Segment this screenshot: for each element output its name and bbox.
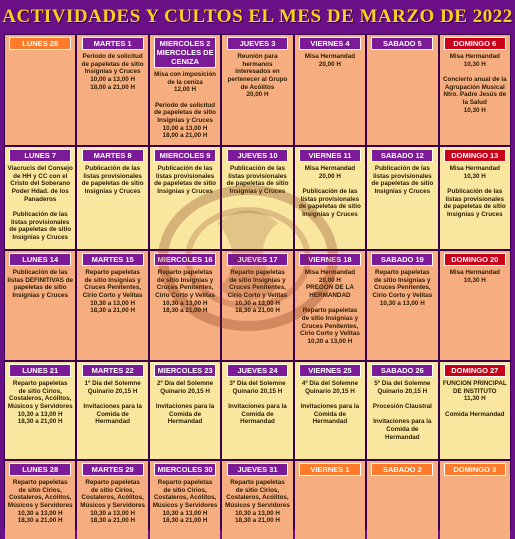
day-events: Reparto papeletas de sitio Cirios, Costaleros, Acólitos, Músicos y Servidores 10,30 a 13,00 H 18,30 a 21,00 H bbox=[152, 479, 218, 525]
day-header: JUEVES 31 bbox=[227, 463, 289, 476]
day-header: SABADO 5 bbox=[371, 37, 433, 50]
calendar-day-cell bbox=[367, 362, 437, 459]
calendar-day-cell bbox=[77, 251, 147, 360]
calendar-day-cell bbox=[367, 461, 437, 539]
calendar-day-cell bbox=[295, 461, 365, 539]
day-header: SABADO 26 bbox=[371, 364, 433, 377]
day-header: JUEVES 24 bbox=[227, 364, 289, 377]
calendar-day-cell bbox=[150, 461, 220, 539]
day-events: Publicación de las listas provisionales de papeletas de sitio Insignias y Cruces bbox=[371, 165, 434, 196]
calendar-day-cell bbox=[5, 251, 75, 360]
day-events: Reparto papeletas de sitio Insignias y Cruces Penitentes, Cirio Corto y Velitas 10,30 a 13,00 H bbox=[372, 269, 433, 307]
calendar-day-cell bbox=[295, 35, 365, 145]
day-header: VIERNES 18 bbox=[299, 253, 361, 266]
calendar-day-cell bbox=[150, 251, 220, 360]
day-events: 1º Día del Solemne Quinario 20,15 H Invitaciones para la Comida de Hermandad bbox=[83, 380, 142, 426]
day-header: DOMINGO 6 bbox=[444, 37, 506, 50]
calendar-day-cell bbox=[295, 362, 365, 459]
day-events: Reparto papeletas de sitio Cirios, Costaleros, Acólitos, Músicos y Servidores 10,30 a 13,00 H 18,30 a 21,00 H bbox=[7, 380, 73, 426]
day-events: Misa Hermandad 10,30 H bbox=[449, 269, 500, 284]
day-header: MIERCOLES 16 bbox=[154, 253, 216, 266]
day-events: Misa Hermandad 10,30 H Publicación de las listas provisionales de papeletas de sitio Insignias y Cruces bbox=[443, 165, 506, 219]
day-header: DOMINGO 13 bbox=[444, 149, 506, 162]
calendar-day-cell bbox=[150, 362, 220, 459]
day-header: MARTES 15 bbox=[82, 253, 144, 266]
calendar-day-cell bbox=[77, 147, 147, 249]
day-events: Publicación de las listas provisionales de papeletas de sitio Insignias y Cruces bbox=[154, 165, 217, 196]
day-events: Reparto papeletas de sitio Insignias y Cruces Penitentes, Cirio Corto y Velitas 10,30 a 13,00 H 18,30 a 21,00 H bbox=[82, 269, 143, 315]
calendar-day-cell bbox=[77, 35, 147, 145]
day-events: Reparto papeletas de sitio Cirios, Costaleros, Acólitos, Músicos y Servidores 10,30 a 13,00 H 18,30 a 21,00 H bbox=[7, 479, 73, 525]
day-header: DOMINGO 3 bbox=[444, 463, 506, 476]
calendar-day-cell bbox=[222, 35, 292, 145]
day-header: VIERNES 4 bbox=[299, 37, 361, 50]
calendar-day-cell bbox=[5, 35, 75, 145]
day-events: Periodo de solicitud de papeletas de sitio Insignias y Cruces 10,00 a 13,00 H 18,00 a 21,00 H bbox=[81, 53, 144, 91]
day-events: Misa Hermandad 10,30 H Concierto anual de la Agrupación Musical Ntro. Padre Jesús de la Salud 10,30 H bbox=[442, 53, 507, 114]
day-header: MARTES 8 bbox=[82, 149, 144, 162]
day-events: FUNCION PRINCIPAL DE INSTITUTO 11,30 H Comida Hermandad bbox=[442, 380, 507, 418]
day-events: Reparto papeletas de sitio Cirios, Costaleros, Acólitos, Músicos y Servidores 10,30 a 13,00 H 18,30 a 21,00 H bbox=[225, 479, 290, 525]
day-header: LUNES 21 bbox=[9, 364, 71, 377]
calendar-day-cell bbox=[367, 147, 437, 249]
day-events: 5º Día del Solemne Quinario 20,15 H Procesión Claustral Invitaciones para la Comida de Hermandad bbox=[372, 380, 432, 441]
day-events: 3º Día del Solemne Quinario 20,15 H Invitaciones para la Comida de Hermandad bbox=[228, 380, 287, 426]
day-events: Misa Hermandad 20,00 H Publicación de las listas provisionales de papeletas de sitio Insignias y Cruces bbox=[298, 165, 361, 219]
calendar-day-cell bbox=[440, 362, 510, 459]
day-events: Reunión para hermanos interesados en pertenecer al Grupo de Acólitos 20,00 H bbox=[227, 53, 288, 99]
page-title: ACTIVIDADES Y CULTOS EL MES DE MARZO DE 2022 bbox=[2, 6, 513, 27]
day-events: Misa con imposición de la ceniza 12,00 H Periodo de solicitud de papeletas de sitio Insignias y Cruces 10,00 a 13,00 H 18,00 a 21,00 H bbox=[154, 71, 217, 140]
day-events: Reparto papeletas de sitio Cirios, Costaleros, Acólitos, Músicos y Servidores 10,30 a 13,00 H 18,30 a 21,00 H bbox=[80, 479, 145, 525]
day-header: JUEVES 17 bbox=[227, 253, 289, 266]
calendar-day-cell bbox=[440, 461, 510, 539]
calendar-day-cell bbox=[440, 35, 510, 145]
day-header: LUNES 28 bbox=[9, 37, 71, 50]
day-events: Misa Hermandad 20,00 H bbox=[304, 53, 356, 68]
day-header: SABADO 12 bbox=[371, 149, 433, 162]
day-header: DOMINGO 27 bbox=[444, 364, 506, 377]
calendar-day-cell bbox=[295, 251, 365, 360]
calendar-day-cell bbox=[77, 362, 147, 459]
calendar-day-cell bbox=[5, 147, 75, 249]
day-header: MIERCOLES 23 bbox=[154, 364, 216, 377]
day-header: VIERNES 11 bbox=[299, 149, 361, 162]
day-header: VIERNES 25 bbox=[299, 364, 361, 377]
calendar-day-cell bbox=[222, 461, 292, 539]
day-header: SABADO 2 bbox=[371, 463, 433, 476]
calendar-day-cell bbox=[367, 35, 437, 145]
day-events: Publicación de las listas provisionales de papeletas de sitio Insignias y Cruces bbox=[226, 165, 289, 196]
day-header: MIERCOLES 2 MIERCOLES DE CENIZA bbox=[154, 37, 216, 68]
calendar-day-cell bbox=[150, 35, 220, 145]
day-events: Reparto papeletas de sitio Insignias y Cruces Penitentes, Cirio Corto y Velitas 10,30 a 13,00 H 18,30 a 21,00 H bbox=[155, 269, 215, 315]
calendar-day-cell bbox=[440, 147, 510, 249]
day-header: VIERNES 1 bbox=[299, 463, 361, 476]
calendar-day-cell bbox=[440, 251, 510, 360]
calendar-grid bbox=[4, 34, 511, 530]
day-header: JUEVES 10 bbox=[227, 149, 289, 162]
calendar-day-cell bbox=[367, 251, 437, 360]
day-header: JUEVES 3 bbox=[227, 37, 289, 50]
day-events: Misa Hermandad 20,00 H PREGON DE LA HERMANDAD Reparto papeletas de sitio Insignias y Cruces Penitentes, Cirio Corto y Velitas 10,30 a 13,00 H bbox=[300, 269, 360, 346]
day-events: Viacrucis del Consejo de HH y CC con el Cristo del Soberano Poder Hdad. de los Panaderos Publicación de las listas provisionales de papeletas de sitio Insignias y Cruces bbox=[7, 165, 73, 242]
day-header: DOMINGO 20 bbox=[444, 253, 506, 266]
day-header: MARTES 22 bbox=[82, 364, 144, 377]
day-events: 4º Día del Solemne Quinario 20,15 H Invitaciones para la Comida de Hermandad bbox=[300, 380, 360, 426]
day-header: MARTES 1 bbox=[82, 37, 144, 50]
day-events: Reparto papeletas de sitio Insignias y Cruces Penitentes, Cirio Corto y Velitas 10,30 a 13,00 H 18,30 a 21,00 H bbox=[227, 269, 288, 315]
day-header: MIERCOLES 30 bbox=[154, 463, 216, 476]
calendar-day-cell bbox=[295, 147, 365, 249]
day-header: MARTES 29 bbox=[82, 463, 144, 476]
day-header: LUNES 28 bbox=[9, 463, 71, 476]
calendar-day-cell bbox=[222, 147, 292, 249]
day-header: MIERCOLES 9 bbox=[154, 149, 216, 162]
calendar-day-cell bbox=[222, 251, 292, 360]
day-events: 2º Día del Solemne Quinario 20,15 H Invitaciones para la Comida de Hermandad bbox=[155, 380, 215, 426]
day-header: LUNES 14 bbox=[9, 253, 71, 266]
day-events: Publicación de las listas DEFINITIVAS de papeletas de sitio Insignias y Cruces bbox=[7, 269, 74, 300]
calendar-day-cell bbox=[5, 362, 75, 459]
day-header: SABADO 19 bbox=[371, 253, 433, 266]
calendar-day-cell bbox=[5, 461, 75, 539]
day-events: Publicación de las listas provisionales de papeletas de sitio Insignias y Cruces bbox=[81, 165, 144, 196]
calendar-day-cell bbox=[222, 362, 292, 459]
day-header: LUNES 7 bbox=[9, 149, 71, 162]
calendar-day-cell bbox=[150, 147, 220, 249]
calendar-day-cell bbox=[77, 461, 147, 539]
